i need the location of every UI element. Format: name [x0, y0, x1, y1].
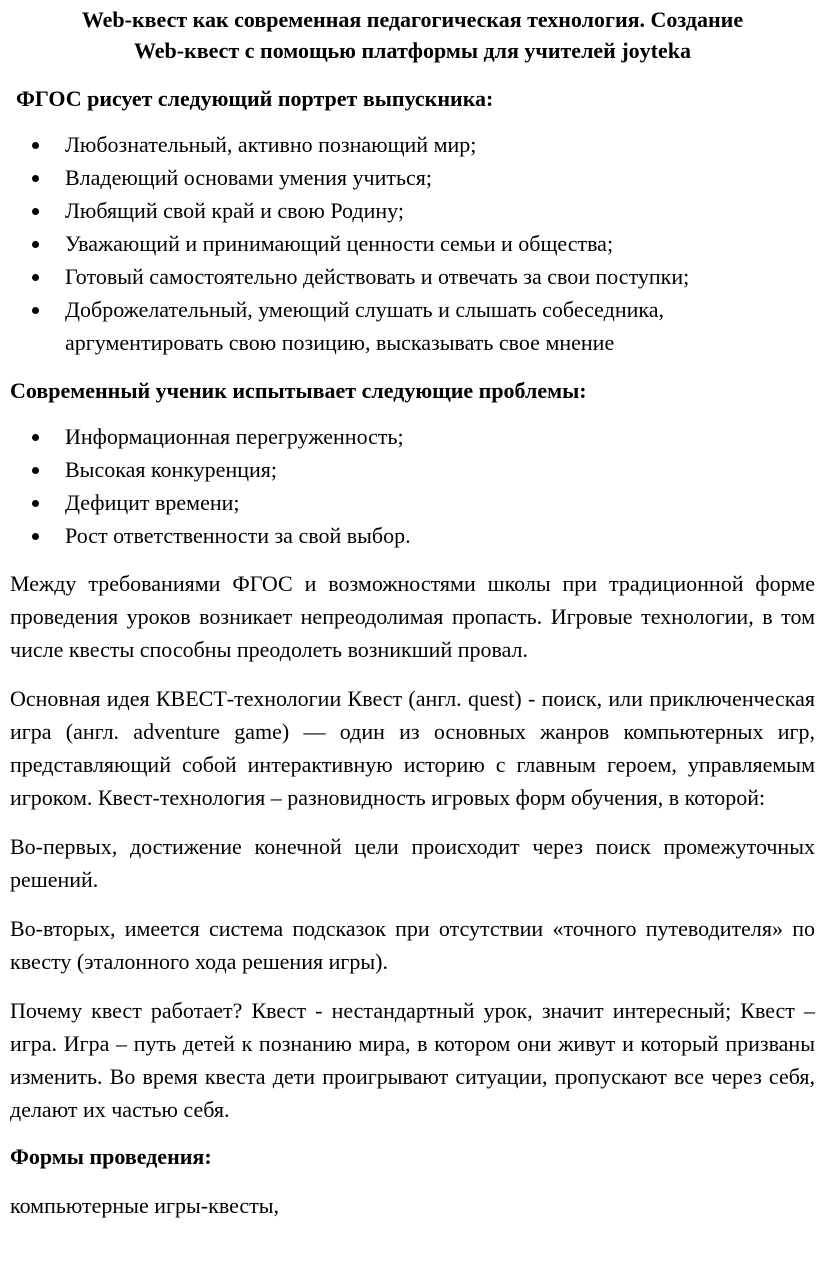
paragraph-fgos-gap: Между требованиями ФГОС и возможностями школы при традиционной форме проведения уроков возникает непреодолимая пропасть. Игровые технологии, в том числе квесты способны преодолеть возникший провал. — [10, 571, 815, 662]
bullet-icon — [32, 434, 39, 441]
list-item — [10, 194, 815, 227]
paragraph-secondly: Во-вторых, имеется система подсказок при отсутствии «точного путеводителя» по квесту (эталонного хода решения игры). — [10, 916, 815, 974]
list-item — [10, 128, 815, 161]
list-item — [10, 420, 815, 453]
bullet-icon — [32, 533, 39, 540]
section-heading-student-problems: Современный ученик испытывает следующие проблемы: — [10, 378, 587, 403]
list-item — [10, 161, 815, 194]
bullet-icon — [32, 208, 39, 215]
document-page — [10, 0, 815, 1222]
bullet-icon — [32, 142, 39, 149]
title-line-1: Web-квест как современная педагогическая технология. Создание — [81, 7, 744, 32]
bullet-icon — [32, 274, 39, 281]
list-item — [10, 453, 815, 486]
paragraph-firstly: Во-первых, достижение конечной цели происходит через поиск промежуточных решений. — [10, 834, 815, 892]
bullet-icon — [32, 175, 39, 182]
list-item — [10, 260, 815, 293]
paragraph-why-quest-works: Почему квест работает? Квест - нестандартный урок, значит интересный; Квест – игра. Игра – путь детей к познанию мира, в котором они живут и который призваны изменить. Во время квеста дети проигрывают ситуации, пропускают все через себя, делают их частью себя. — [10, 998, 815, 1122]
section-heading-forms: Формы проведения: — [10, 1144, 212, 1169]
list-item — [10, 519, 815, 552]
list-item-text: Информационная перегруженность; — [65, 424, 404, 449]
document-title — [10, 4, 815, 66]
list-item-text: Уважающий и принимающий ценности семьи и общества; — [65, 231, 614, 256]
list-item-text: Рост ответственности за свой выбор. — [65, 523, 411, 548]
student-problems-list — [10, 420, 815, 552]
section-heading-graduate-portrait: ФГОС рисует следующий портрет выпускника: — [16, 86, 494, 111]
list-item — [10, 486, 815, 519]
bullet-icon — [32, 241, 39, 248]
title-line-2: Web-квест с помощью платформы для учителей joyteka — [133, 38, 691, 63]
bullet-icon — [32, 500, 39, 507]
list-item-text: Любознательный, активно познающий мир; — [65, 132, 477, 157]
list-item — [10, 293, 815, 359]
paragraph-quest-idea: Основная идея КВЕСТ-технологии Квест (англ. quest) - поиск, или приключенческая игра (англ. adventure game) — один из основных жанров компьютерных игр, представляющий собой интерактивную историю с главным героем, управляемым игроком. Квест-технология – разновидность игровых форм обучения, в которой: — [10, 686, 815, 810]
bullet-icon — [32, 467, 39, 474]
list-item-text: Высокая конкуренция; — [65, 457, 277, 482]
list-item-text: Любящий свой край и свою Родину; — [65, 198, 404, 223]
graduate-portrait-list — [10, 128, 815, 359]
list-item-text: Готовый самостоятельно действовать и отвечать за свои поступки; — [65, 264, 690, 289]
list-item-text: Доброжелательный, умеющий слушать и слышать собеседника, аргументировать свою позицию, высказывать свое мнение — [65, 297, 664, 355]
list-item-text: Дефицит времени; — [65, 490, 240, 515]
paragraph-forms-first-item: компьютерные игры-квесты, — [10, 1193, 280, 1218]
list-item — [10, 227, 815, 260]
bullet-icon — [32, 307, 39, 314]
list-item-text: Владеющий основами умения учиться; — [65, 165, 432, 190]
